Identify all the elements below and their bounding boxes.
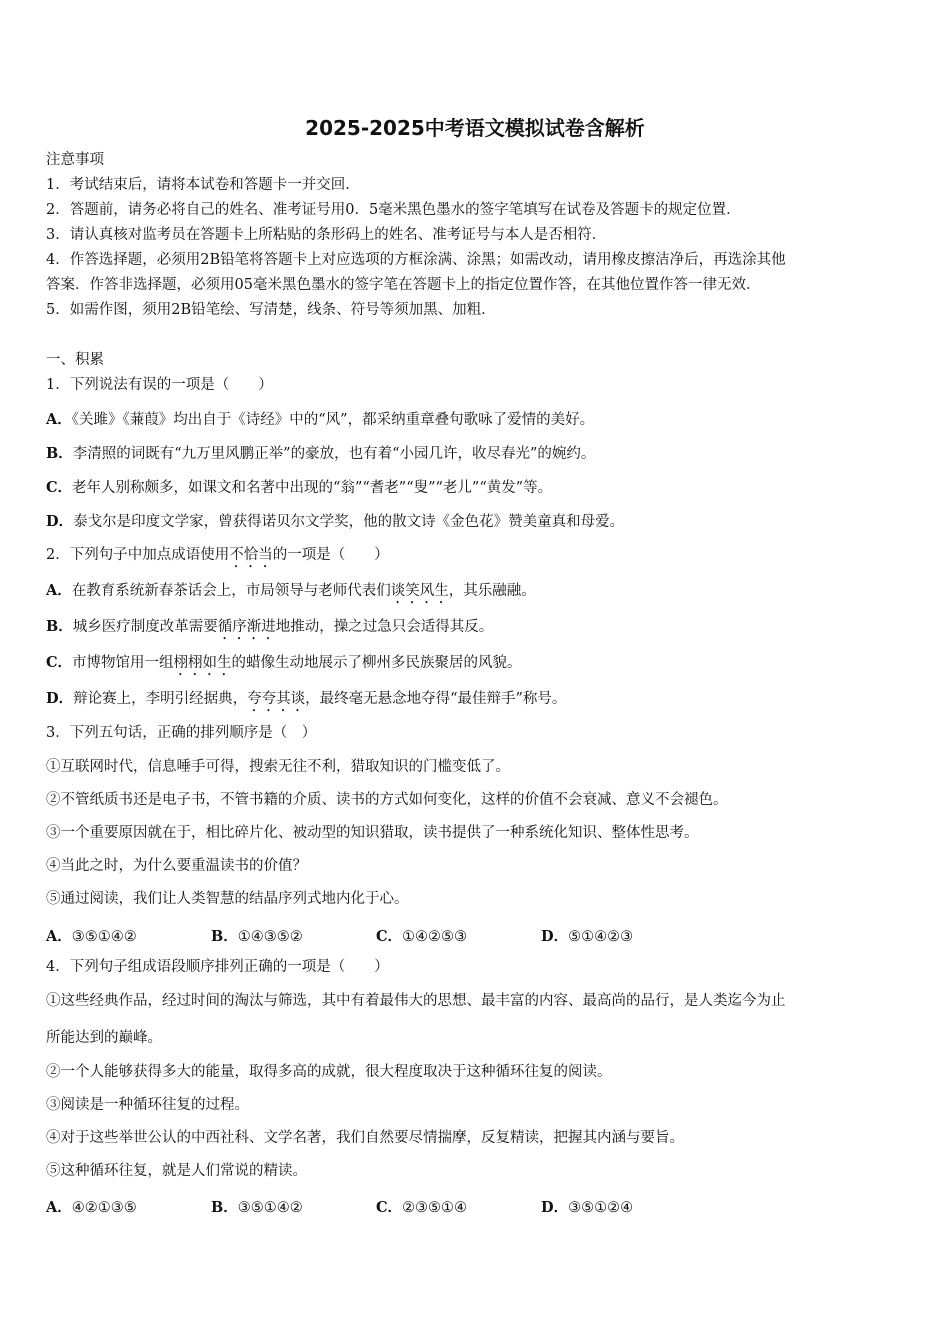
choice-label: A．: [46, 928, 72, 945]
option-c: [46, 654, 522, 679]
option-label: C．: [46, 479, 73, 496]
choice-label: D．: [541, 928, 569, 945]
sentence-item: ④对于这些举世公认的中西社科、文学名著，我们自然要尽情揣摩，反复精读，把握其内涵与要旨。: [46, 1130, 684, 1146]
question-stem: [46, 547, 389, 571]
choice-label: B．: [211, 928, 238, 945]
choice-d: [541, 1196, 706, 1217]
dotted-idiom: 循序渐进: [217, 619, 276, 635]
option-text: 地推动，操之过急只会适得其反。: [275, 619, 494, 635]
choice-a: [46, 925, 211, 946]
dotted-idiom: 夸夸其谈: [247, 691, 306, 707]
option-a: [46, 582, 536, 607]
option-a: [46, 411, 594, 429]
option-b: [46, 618, 493, 643]
sentence-item: ③阅读是一种循环往复的过程。: [46, 1097, 249, 1113]
option-text: ，其乐融融。: [448, 583, 536, 599]
option-d: [46, 690, 566, 715]
option-text: 辩论赛上，李明引经据典，: [73, 691, 248, 707]
choice-a: [46, 1196, 211, 1217]
option-text: 市博物馆用一组: [72, 655, 174, 671]
option-label: D．: [46, 513, 74, 530]
choice-text: ③⑤①②④: [568, 1200, 634, 1216]
choice-d: [541, 925, 706, 946]
dotted-idiom: 栩栩如生: [173, 655, 232, 671]
choice-text: ④②①③⑤: [71, 1200, 137, 1216]
question-stem: 3．下列五句话，正确的排列顺序是（ ）: [46, 725, 317, 741]
option-b: [46, 445, 595, 463]
notice-item: 1．考试结束后，请将本试卷和答题卡一并交回．: [46, 177, 360, 193]
option-text: 的蜡像生动地展示了柳州多民族聚居的风貌。: [231, 655, 522, 671]
choice-label: B．: [211, 1199, 238, 1216]
choice-row: [46, 1196, 706, 1217]
notice-item: 2．答题前，请务必将自己的姓名、准考证号用0．5毫米黑色墨水的签字笔填写在试卷及答题卡的规定位置．: [46, 202, 741, 218]
notice-item: 答案．作答非选择题，必须用05毫米黑色墨水的签字笔在答题卡上的指定位置作答，在其他位置作答一律无效．: [46, 277, 761, 293]
sentence-item: ③一个重要原因就在于，相比碎片化、被动型的知识猎取，读书提供了一种系统化知识、整体性思考。: [46, 825, 699, 841]
question-stem: 1．下列说法有误的一项是（ ）: [46, 377, 273, 393]
sentence-item: ④当此之时，为什么要重温读书的价值？: [46, 858, 307, 874]
choice-text: ①④②⑤③: [402, 929, 468, 945]
sentence-item: ⑤通过阅读，我们让人类智慧的结晶序列式地内化于心。: [46, 891, 409, 907]
sentence-item: ①互联网时代，信息唾手可得，搜索无往不利，猎取知识的门槛变低了。: [46, 759, 510, 775]
choice-label: A．: [46, 1199, 72, 1216]
dotted-idiom: 谈笑风生: [390, 583, 449, 599]
sentence-item: ②一个人能够获得多大的能量，取得多高的成就，很大程度取决于这种循环往复的阅读。: [46, 1064, 612, 1080]
notice-item: 5．如需作图，须用2B铅笔绘、写清楚，线条、符号等须加黑、加粗．: [46, 302, 496, 318]
choice-label: C．: [376, 1199, 403, 1216]
option-label: B．: [46, 618, 73, 635]
option-c: [46, 479, 552, 497]
option-text: 城乡医疗制度改革需要: [72, 619, 218, 635]
choice-text: ⑤①④②③: [568, 929, 634, 945]
option-label: B．: [46, 445, 73, 462]
choice-row: [46, 925, 706, 946]
option-text: ，最终毫无悬念地夺得“最佳辩手”称号。: [305, 691, 567, 707]
stem-text: 的一项是（ ）: [272, 547, 389, 563]
option-d: [46, 513, 624, 531]
option-text: 在教育系统新春茶话会上，市局领导与老师代表们: [71, 583, 391, 599]
choice-b: [211, 1196, 376, 1217]
choice-text: ③⑤①④②: [71, 929, 137, 945]
option-text: 《关雎》《蒹葭》均出自于《诗经》中的“风”，都采纳重章叠句歌咏了爱情的美好。: [71, 412, 595, 428]
page-title: 2025-2025中考语文模拟试卷含解析: [305, 116, 645, 140]
option-text: 泰戈尔是印度文学家，曾获得诺贝尔文学奖，他的散文诗《金色花》赞美童真和母爱。: [73, 514, 625, 530]
notice-item: 3．请认真核对监考员在答题卡上所粘贴的条形码上的姓名、准考证号与本人是否相符．: [46, 227, 607, 243]
sentence-item: ①这些经典作品，经过时间的淘汰与筛选，其中有着最伟大的思想、最丰富的内容、最高尚的品行，是人类迄今为止: [46, 993, 786, 1009]
sentence-item: ⑤这种循环往复，就是人们常说的精读。: [46, 1163, 307, 1179]
option-text: 李清照的词既有“九万里风鹏正举”的豪放，也有着“小园几许，收尽春光”的婉约。: [72, 446, 596, 462]
choice-text: ②③⑤①④: [402, 1200, 468, 1216]
stem-text: 2．下列句子中加点成语使用: [46, 547, 230, 563]
choice-b: [211, 925, 376, 946]
choice-label: D．: [541, 1199, 569, 1216]
choice-c: [376, 1196, 541, 1217]
option-label: A．: [46, 411, 72, 428]
option-label: A．: [46, 582, 72, 599]
sentence-item: 所能达到的巅峰。: [46, 1030, 162, 1046]
notice-item: 4．作答选择题，必须用2B铅笔将答题卡上对应选项的方框涂满、涂黑；如需改动，请用橡皮擦洁净后，再选涂其他: [46, 252, 786, 268]
question-stem: 4．下列句子组成语段顺序排列正确的一项是（ ）: [46, 959, 389, 975]
option-label: C．: [46, 654, 73, 671]
notice-heading: 注意事项: [46, 152, 104, 168]
choice-text: ①④③⑤②: [237, 929, 303, 945]
option-label: D．: [46, 690, 74, 707]
sentence-item: ②不管纸质书还是电子书，不管书籍的介质、读书的方式如何变化，这样的价值不会衰减、意义不会褪色。: [46, 792, 728, 808]
choice-text: ③⑤①④②: [237, 1200, 303, 1216]
section-heading: 一、积累: [46, 352, 104, 368]
choice-c: [376, 925, 541, 946]
option-text: 老年人别称颇多，如课文和名著中出现的“翁”“耆老”“叟”“老儿”“黄发”等。: [72, 480, 553, 496]
choice-label: C．: [376, 928, 403, 945]
dotted-phrase: 不恰当: [229, 547, 273, 563]
